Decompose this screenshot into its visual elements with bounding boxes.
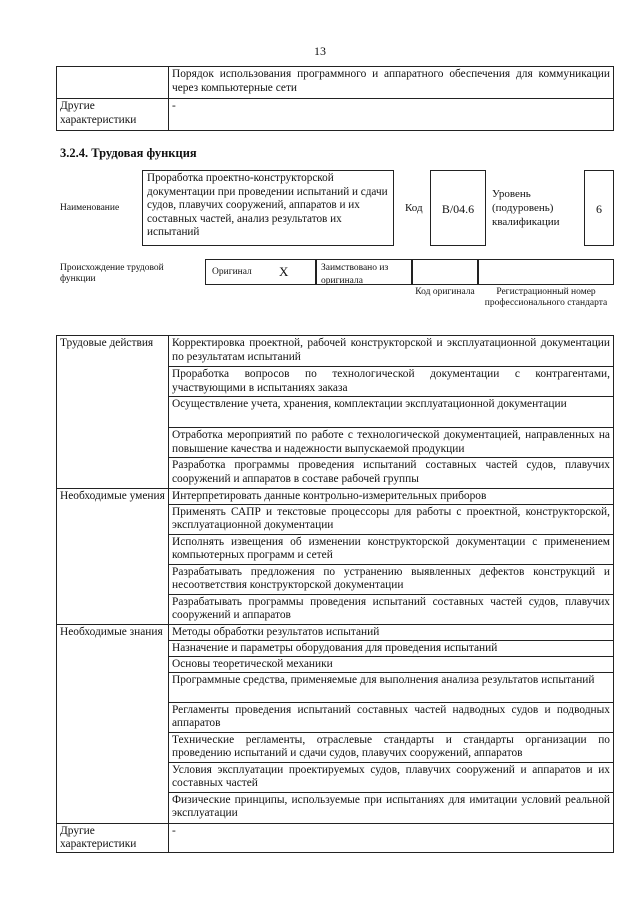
row-value: - (169, 99, 614, 131)
list-item: Исполнять извещения об изменении конструкторской документации с применением компьютерных программ и сетей (169, 534, 614, 564)
group-label: Необходимые умения (57, 489, 169, 625)
original-cell (205, 259, 316, 285)
name-label: Наименование (60, 203, 120, 213)
list-item: Основы теоретической механики (169, 656, 614, 672)
row-label (57, 67, 169, 99)
top-table (56, 66, 614, 131)
list-item: Разрабатывать программы проведения испытаний составных частей судов, плавучих сооружений и аппаратов (169, 594, 614, 624)
reg-number-caption: Регистрационный номер профессионального стандарта (484, 287, 608, 308)
table-row (57, 67, 614, 99)
level-label: Уровень (подуровень) квалификации (492, 188, 560, 228)
list-item: Назначение и параметры оборудования для проведения испытаний (169, 640, 614, 656)
list-item: Технические регламенты, отраслевые стандарты и стандарты организации по проведению испытаний и сдачи судов, плавучих сооружений, аппаратов (169, 732, 614, 762)
function-code: B/04.6 (430, 170, 486, 246)
original-label: Оригинал (212, 267, 252, 277)
section-heading: 3.2.4. Трудовая функция (60, 146, 197, 160)
group-label: Трудовые действия (57, 336, 169, 489)
list-item: Методы обработки результатов испытаний (169, 624, 614, 640)
list-item: Физические принципы, используемые при испытаниях для имитации условий реальной эксплуатации (169, 792, 614, 823)
code-original-caption: Код оригинала (415, 287, 475, 297)
table-row (57, 489, 614, 505)
main-table (56, 335, 614, 853)
list-item: - (169, 823, 614, 852)
list-item: Регламенты проведения испытаний составных частей надводных судов и подводных аппаратов (169, 702, 614, 732)
borrowed-cell (316, 259, 412, 285)
function-name: Проработка проектно-конструкторской документации при проведении испытаний и сдачи судов, плавучих сооружений, аппаратов и их составных частей, анализ результатов их испытаний (142, 170, 394, 246)
code-label: Код (405, 202, 423, 214)
list-item: Программные средства, применяемые для выполнения анализа результатов испытаний (169, 672, 614, 702)
table-row (57, 336, 614, 367)
list-item: Применять САПР и текстовые процессоры для работы с проектной, конструкторской, эксплуатационной документации (169, 504, 614, 534)
borrowed-label: Заимствовано из оригинала (321, 263, 389, 286)
list-item: Проработка вопросов по технологической документации с контрагентами, участвующими в испытаниях заказа (169, 367, 614, 397)
code-original-cell (412, 259, 478, 285)
list-item: Условия эксплуатации проектируемых судов, плавучих сооружений и аппаратов и их составных частей (169, 762, 614, 792)
list-item: Отработка мероприятий по работе с технологической документацией, направленных на повышение качества и надежности выпускаемой продукции (169, 428, 614, 458)
group-label: Другие характеристики (57, 823, 169, 852)
row-value: Порядок использования программного и аппаратного обеспечения для коммуникации через компьютерные сети (169, 67, 614, 99)
origin-label: Происхождение трудовой функции (60, 263, 164, 284)
page-number: 13 (314, 44, 326, 58)
list-item: Осуществление учета, хранения, комплектации эксплуатационной документации (169, 397, 614, 428)
list-item: Корректировка проектной, рабочей конструкторской и эксплуатационной документации по результатам испытаний (169, 336, 614, 367)
table-row (57, 823, 614, 852)
reg-number-cell (478, 259, 614, 285)
list-item: Разработка программы проведения испытаний составных частей судов, плавучих сооружений и аппаратов в составе рабочей группы (169, 458, 614, 489)
list-item: Интерпретировать данные контрольно-измерительных приборов (169, 489, 614, 505)
list-item: Разрабатывать предложения по устранению выявленных дефектов конструкций и несоответствия конструкторской документации (169, 564, 614, 594)
row-label: Другие характеристики (57, 99, 169, 131)
group-label: Необходимые знания (57, 624, 169, 823)
table-row (57, 99, 614, 131)
original-mark: X (279, 264, 289, 279)
table-row (57, 624, 614, 640)
qualification-level: 6 (584, 170, 614, 246)
